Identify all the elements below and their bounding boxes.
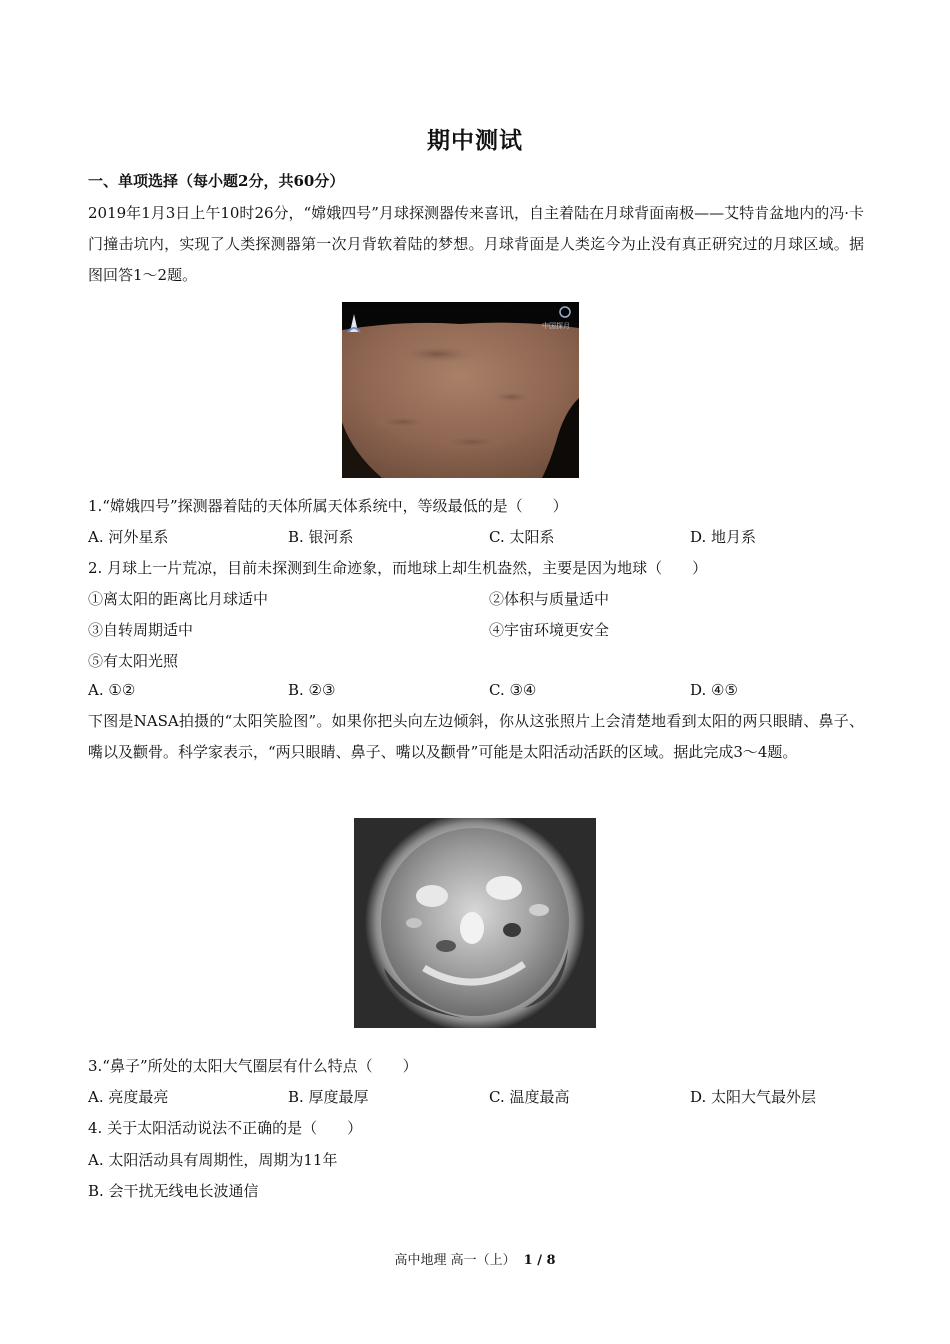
page-footer xyxy=(0,1249,950,1268)
q2-item-2: ②体积与质量适中 xyxy=(489,590,610,608)
logo-text: 中国探月 xyxy=(542,322,570,330)
lunar-surface-illustration xyxy=(342,302,579,478)
q1-option-d: D. 地月系 xyxy=(690,528,757,546)
q2-item-5: ⑤有太阳光照 xyxy=(88,652,179,670)
q2-option-d: D. ④⑤ xyxy=(690,681,738,699)
sun-smile-photo xyxy=(354,818,596,1028)
q1-option-a: A. 河外星系 xyxy=(88,528,169,546)
q3-option-b: B. 厚度最厚 xyxy=(288,1088,369,1106)
q4-option-a: A. 太阳活动具有周期性，周期为11年 xyxy=(88,1151,338,1169)
question-3-stem: 3.“鼻子”所处的太阳大气圈层有什么特点（ ） xyxy=(88,1057,418,1075)
q4-option-b: B. 会干扰无线电长波通信 xyxy=(88,1182,259,1200)
question-4-stem: 4. 关于太阳活动说法不正确的是（ ） xyxy=(88,1119,363,1137)
q2-option-b: B. ②③ xyxy=(288,681,336,699)
q3-option-a: A. 亮度最亮 xyxy=(88,1088,169,1106)
q2-option-a: A. ①② xyxy=(88,681,136,699)
question-1-stem: 1.“嫦娥四号”探测器着陆的天体所属天体系统中，等级最低的是（ ） xyxy=(88,497,568,515)
page-title: 期中测试 xyxy=(427,127,523,154)
footer-subject: 高中地理 高一（上） xyxy=(394,1253,516,1268)
q2-item-4: ④宇宙环境更安全 xyxy=(489,621,610,639)
question-2-stem: 2. 月球上一片荒凉，目前未探测到生命迹象，而地球上却生机盎然，主要是因为地球（ ） xyxy=(88,559,708,577)
intro-paragraph-2: 下图是NASA拍摄的“太阳笑脸图”。如果你把头向左边倾斜，你从这张照片上会清楚地看到太阳的两只眼睛、鼻子、嘴以及颧骨。科学家表示，“两只眼睛、鼻子、嘴以及颧骨”可能是太阳活动活跃的区域。据此完成3～4题。 xyxy=(88,712,864,761)
q3-option-c: C. 温度最高 xyxy=(489,1088,570,1106)
q3-option-d: D. 太阳大气最外层 xyxy=(690,1088,817,1106)
q2-item-1: ①离太阳的距离比月球适中 xyxy=(88,590,269,608)
q2-option-c: C. ③④ xyxy=(489,681,537,699)
sun-illustration xyxy=(354,818,596,1028)
q1-option-b: B. 银河系 xyxy=(288,528,354,546)
lunar-surface-photo xyxy=(342,302,579,478)
q1-option-c: C. 太阳系 xyxy=(489,528,555,546)
section-heading: 一、单项选择（每小题2分，共60分） xyxy=(88,172,345,190)
page-number: 1 / 8 xyxy=(523,1253,556,1268)
q2-item-3: ③自转周期适中 xyxy=(88,621,194,639)
intro-paragraph-1: 2019年1月3日上午10时26分，“嫦娥四号”月球探测器传来喜讯，自主着陆在月球背面南极——艾特肯盆地内的冯·卡门撞击坑内，实现了人类探测器第一次月背软着陆的梦想。月球背面是人类迄今为止没有真正研究过的月球区域。据图回答1～2题。 xyxy=(88,204,864,284)
